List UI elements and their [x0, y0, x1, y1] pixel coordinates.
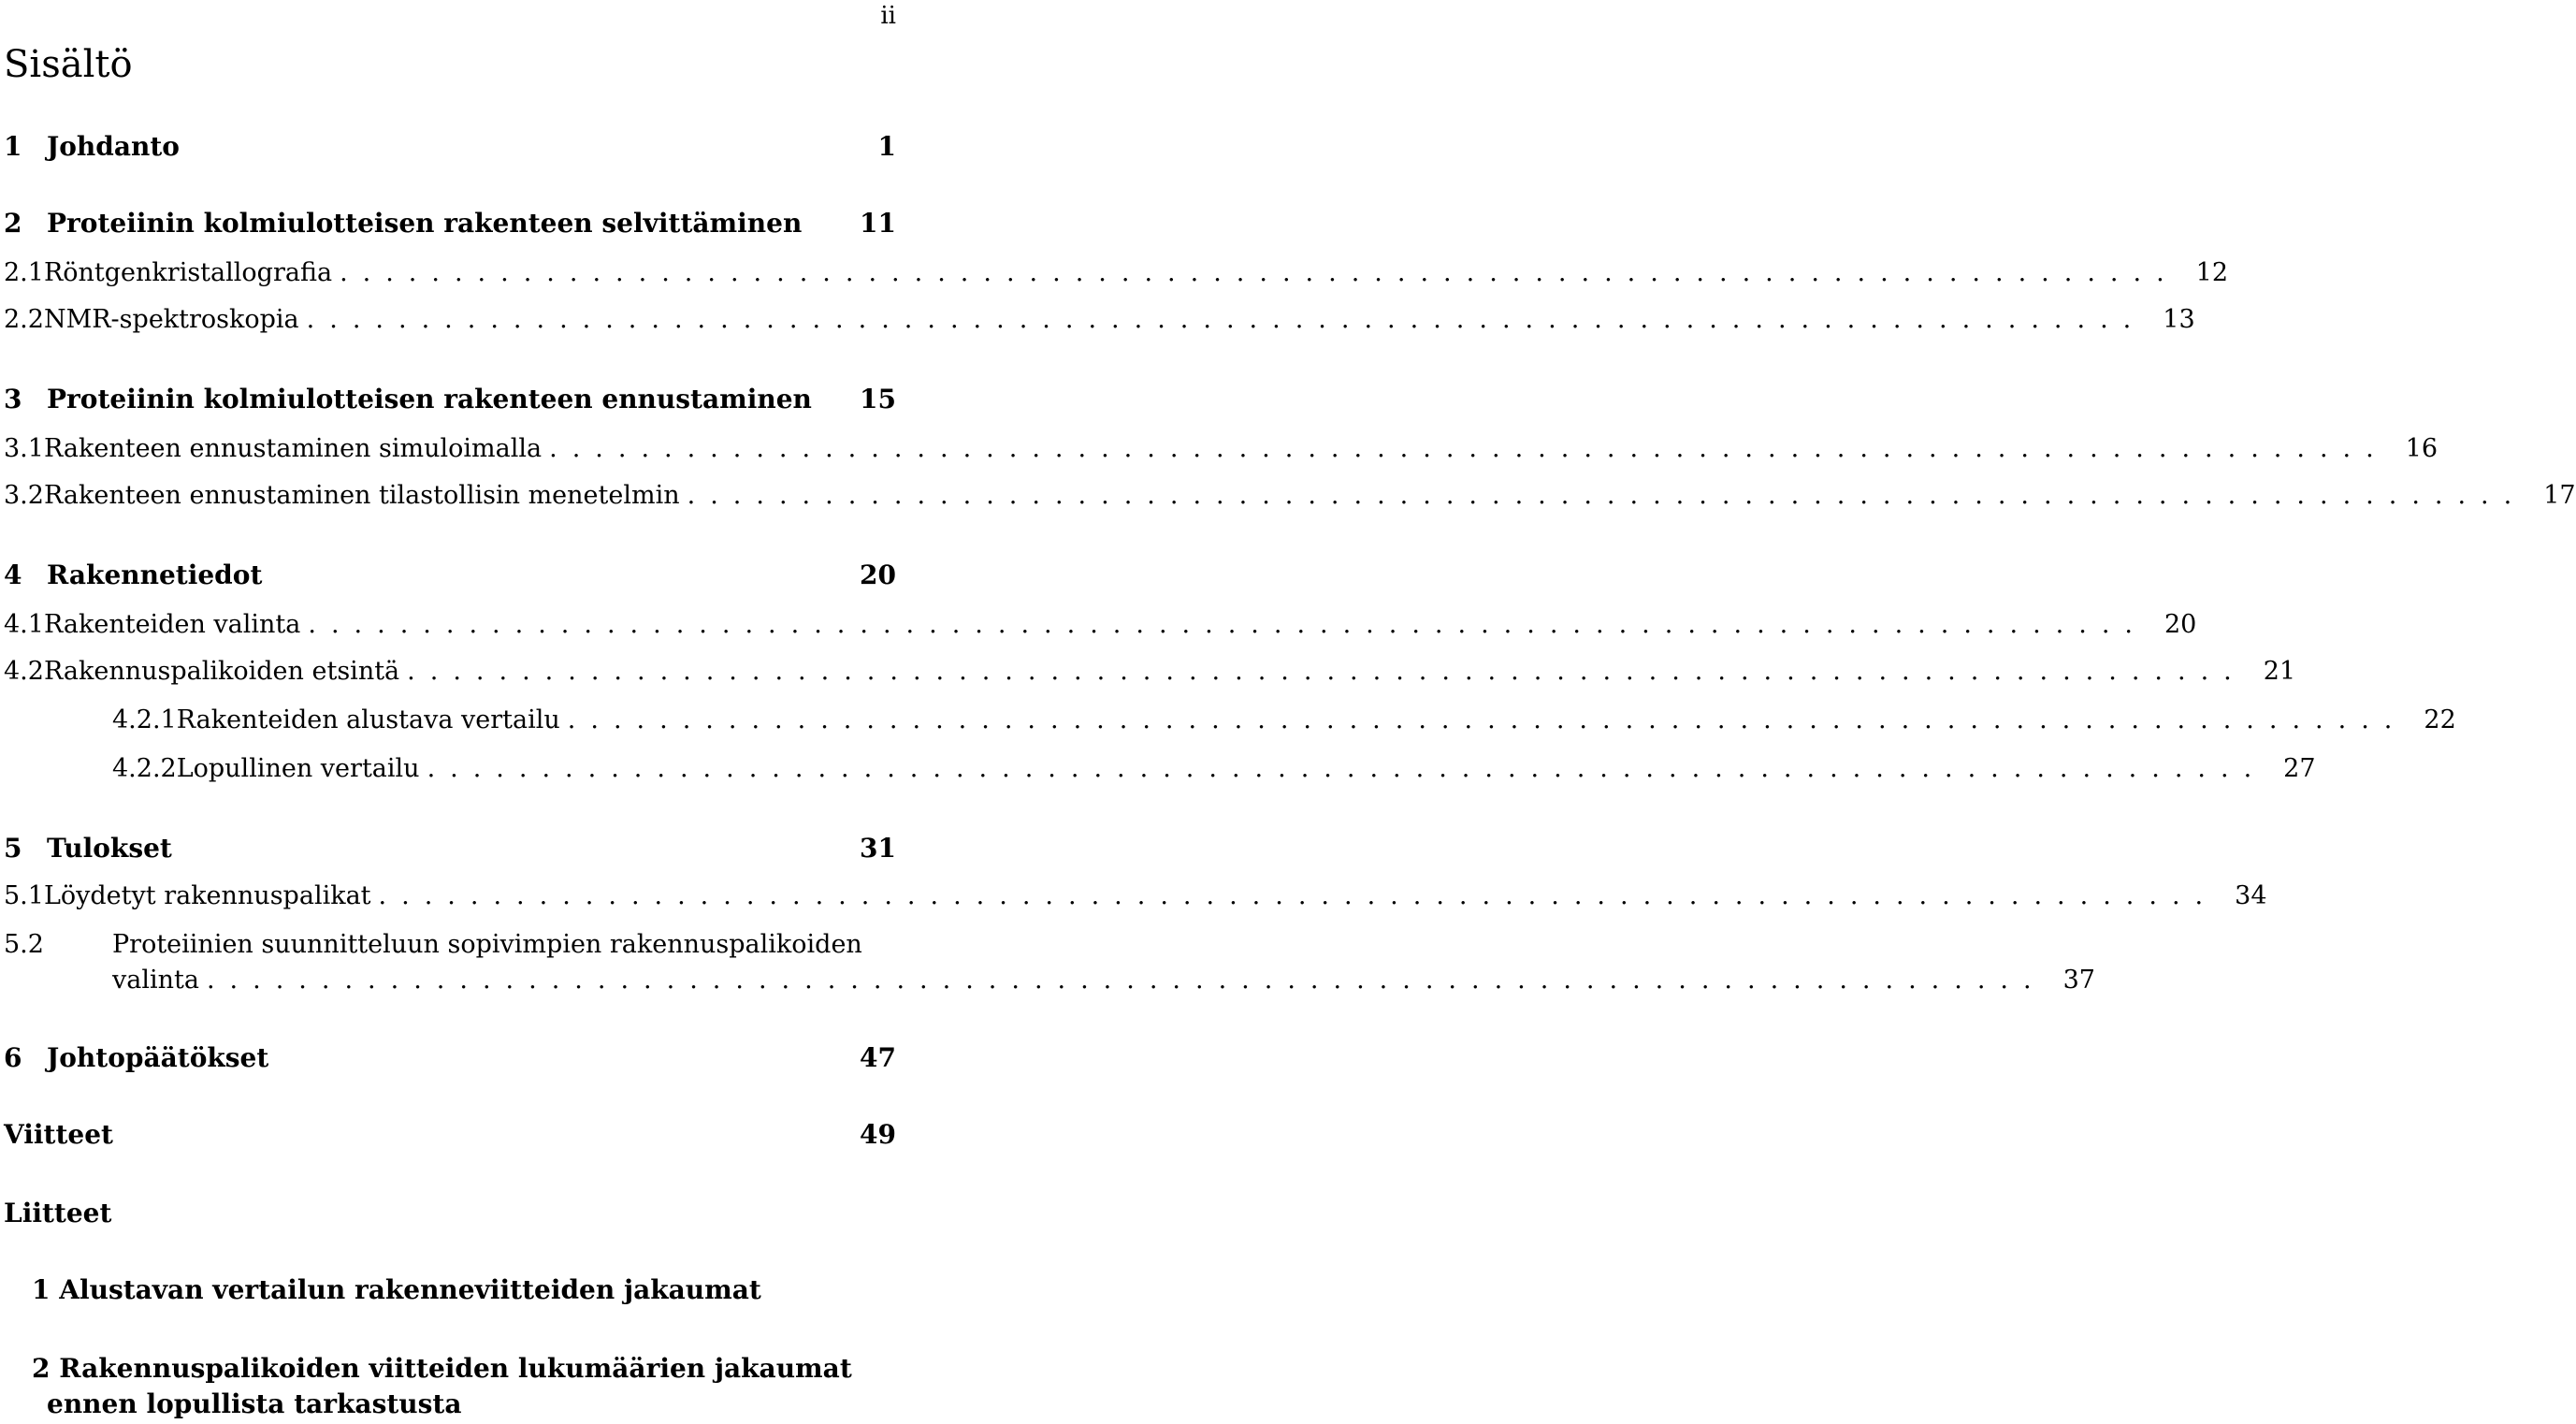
toc-title-continued: valinta: [112, 966, 199, 995]
toc-number: 6: [4, 1042, 22, 1073]
toc-leader-dots: ................................................................................: [206, 966, 2047, 995]
toc-number: 4: [4, 559, 22, 590]
toc-page: 22: [2424, 705, 2456, 734]
toc-page: 16: [2405, 434, 2439, 463]
toc-page: 1: [877, 131, 896, 162]
toc-title: NMR-spektroskopia: [43, 305, 299, 334]
toc-leader-dots: ................................................................................: [407, 657, 2247, 686]
toc-subsection-4-2-2[interactable]: [4, 754, 2316, 792]
toc-number: 2.1: [4, 258, 44, 287]
toc-number: 4.2.1: [112, 705, 177, 734]
toc-number: 3.2: [4, 481, 44, 510]
toc-chapter-3[interactable]: [4, 384, 896, 421]
toc-leader-dots: ................................................................................: [308, 610, 2148, 639]
toc-number: 2.2: [4, 305, 44, 334]
toc-appendix-2-continued[interactable]: ennen lopullista tarkastusta: [47, 1388, 462, 1419]
toc-page: 47: [860, 1042, 896, 1073]
toc-title: Johdanto: [47, 131, 180, 162]
toc-title: Tulokset: [47, 833, 172, 864]
toc-title: Rakenteiden alustava vertailu: [176, 705, 560, 734]
toc-page: 49: [860, 1119, 896, 1150]
toc-page: 15: [860, 384, 896, 414]
toc-section-2-2[interactable]: [4, 305, 2195, 342]
toc-leader-dots: ................................................................................: [549, 434, 2389, 463]
toc-references[interactable]: [4, 1119, 896, 1156]
toc-section-3-2[interactable]: [4, 481, 2576, 518]
toc-page: 37: [2062, 966, 2095, 995]
toc-title: Löydetyt rakennuspalikat: [43, 881, 371, 910]
toc-section-5-2-continued[interactable]: [112, 966, 2095, 1003]
toc-section-4-1[interactable]: [4, 610, 2197, 647]
toc-section-3-1[interactable]: [4, 434, 2439, 472]
toc-appendix-2[interactable]: 2 Rakennuspalikoiden viitteiden lukumäärien jakaumat: [32, 1353, 852, 1384]
toc-title: Rakenteen ennustaminen simuloimalla: [43, 434, 543, 463]
toc-leader-dots: ................................................................................: [378, 881, 2219, 910]
toc-leader-dots: ................................................................................: [687, 481, 2527, 510]
toc-page: 20: [2164, 610, 2197, 639]
page-title: Sisältö: [4, 43, 133, 86]
toc-number: 5.2: [4, 930, 44, 959]
toc-chapter-6[interactable]: [4, 1042, 896, 1080]
toc-leader-dots: ................................................................................: [427, 754, 2267, 783]
toc-title: Rakenteen ennustaminen tilastollisin menetelmin: [43, 481, 680, 510]
toc-section-5-1[interactable]: [4, 881, 2267, 919]
toc-page: 12: [2195, 258, 2229, 287]
toc-title: Viitteet: [4, 1119, 113, 1150]
toc-number: 5.1: [4, 881, 44, 910]
toc-title: Proteiinien suunnitteluun sopivimpien rakennuspalikoiden: [112, 930, 862, 959]
toc-number: 1: [4, 131, 22, 162]
toc-page: 31: [860, 833, 896, 864]
toc-number: 4.2: [4, 657, 44, 686]
toc-section-5-2[interactable]: [4, 930, 896, 967]
toc-title: Proteiinin kolmiulotteisen rakenteen selvittäminen: [47, 208, 803, 239]
toc-title: Proteiinin kolmiulotteisen rakenteen ennustaminen: [47, 384, 812, 414]
toc-title: Rakennetiedot: [47, 559, 263, 590]
toc-section-4-2[interactable]: [4, 657, 2296, 694]
toc-leader-dots: ................................................................................: [306, 305, 2147, 334]
toc-appendices[interactable]: [4, 1198, 896, 1235]
toc-title: Lopullinen vertailu: [176, 754, 420, 783]
toc-chapter-5[interactable]: [4, 833, 896, 870]
toc-leader-dots: ................................................................................: [567, 705, 2408, 734]
toc-leader-dots: ................................................................................: [340, 258, 2179, 287]
page-number: ii: [880, 2, 896, 30]
toc-number: 2: [4, 208, 22, 239]
toc-page: 34: [2235, 881, 2267, 910]
toc-section-2-1[interactable]: [4, 258, 2229, 296]
toc-title: Rakenteiden valinta: [43, 610, 301, 639]
toc-number: 3: [4, 384, 22, 414]
toc-title: Rakennuspalikoiden etsintä: [43, 657, 400, 686]
toc-title: Liitteet: [4, 1198, 112, 1228]
toc-number: 4.2.2: [112, 754, 177, 783]
toc-page: 20: [860, 559, 896, 590]
toc-page: 13: [2163, 305, 2195, 334]
toc-chapter-2[interactable]: [4, 208, 896, 245]
toc-number: 4.1: [4, 610, 44, 639]
toc-page: 27: [2283, 754, 2316, 783]
toc-subsection-4-2-1[interactable]: [4, 705, 2456, 743]
toc-page: 11: [860, 208, 896, 239]
toc-appendix-1[interactable]: 1 Alustavan vertailun rakenneviitteiden jakaumat: [32, 1274, 761, 1305]
toc-title: Johtopäätökset: [47, 1042, 269, 1073]
toc-title: Röntgenkristallografia: [43, 258, 333, 287]
toc-number: 5: [4, 833, 22, 864]
toc-chapter-1[interactable]: [4, 131, 896, 168]
toc-page: 17: [2543, 481, 2576, 510]
toc-chapter-4[interactable]: [4, 559, 896, 597]
toc-number: 3.1: [4, 434, 44, 463]
toc-page: 21: [2263, 657, 2296, 686]
